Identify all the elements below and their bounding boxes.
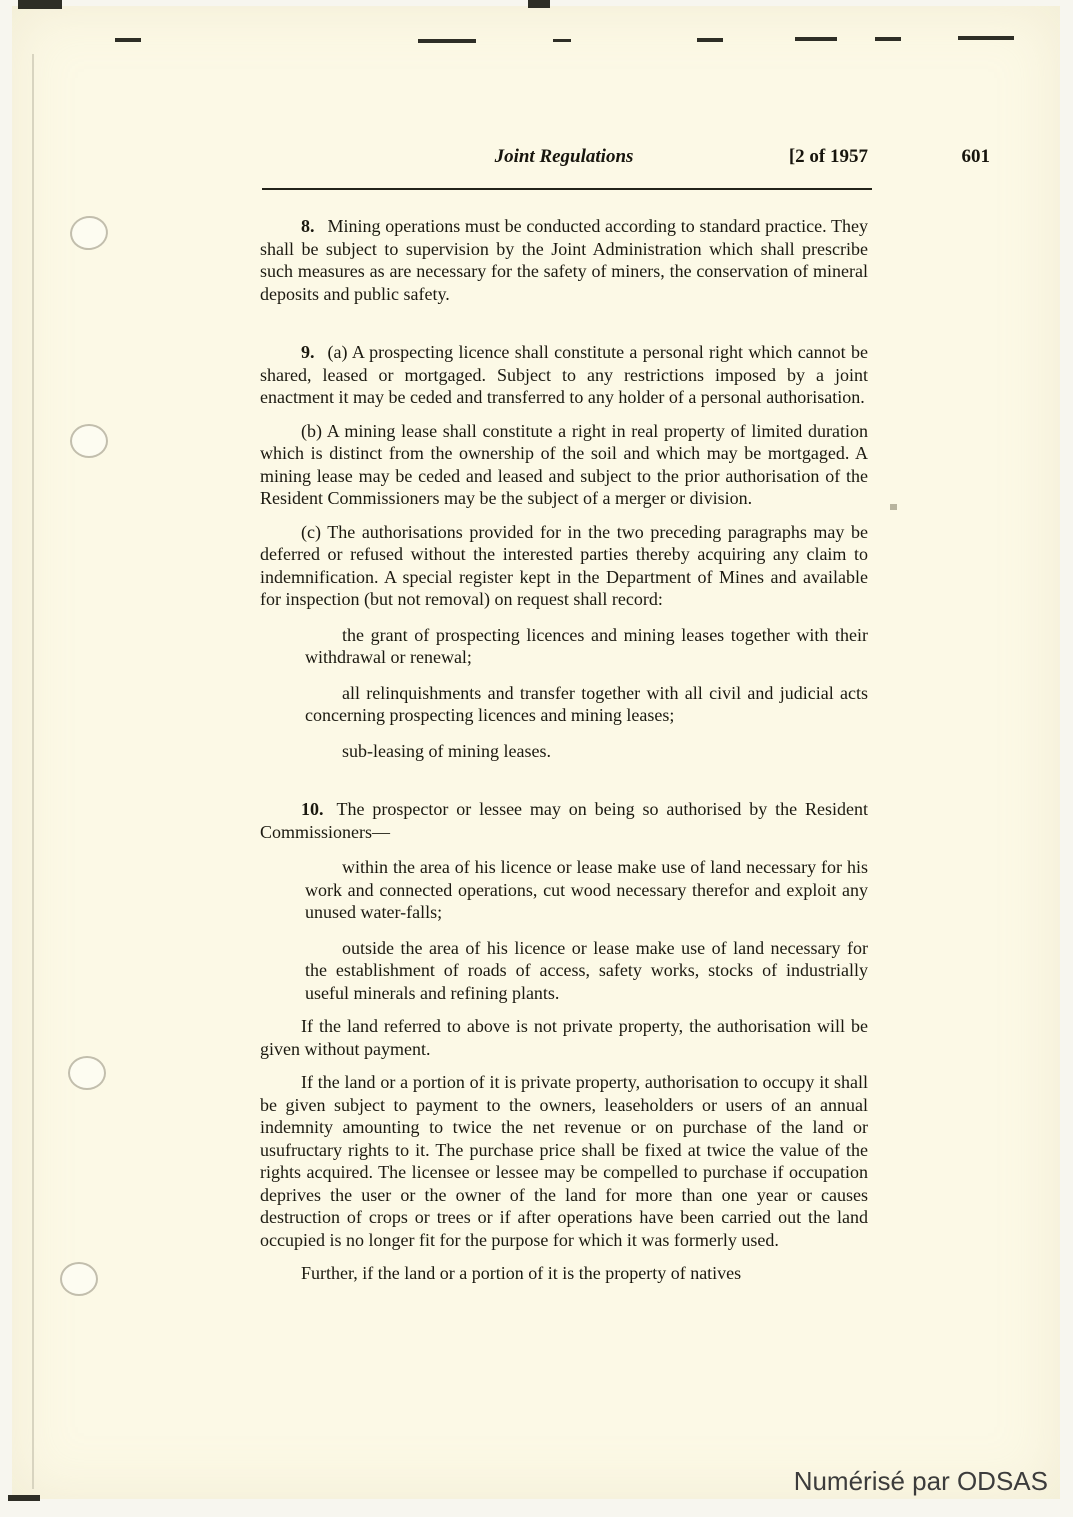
scan-artifact xyxy=(697,38,723,42)
sub-paragraph xyxy=(305,740,868,763)
paragraph-text: (a) A prospecting licence shall constitute a personal right which cannot be shared, leased or mortgaged. Subject to any restrictions imposed by a joint enactment it may be ceded and transferred to any holder of a personal authorisation. xyxy=(260,342,868,407)
scan-artifact xyxy=(890,504,897,510)
paragraph-text: outside the area of his licence or lease make use of land necessary for the establishment of roads of access, safety works, stocks of industrially useful minerals and refining plants. xyxy=(305,937,868,1003)
paragraph-text: (b) A mining lease shall constitute a right in real property of limited duration which is distinct from the ownership of the soil and which may be mortgaged. A mining lease may be ceded and leased and subject to the prior authorisation of the Resident Commissioners may be the subject of a merger or division. xyxy=(260,420,868,508)
scan-artifact xyxy=(528,0,550,8)
paragraph xyxy=(260,420,868,510)
paragraph-text: Mining operations must be conducted according to standard practice. They shall be subject to supervision by the Joint Administration which shall prescribe such measures as are necessary for the safety of miners, the conservation of mineral deposits and public safety. xyxy=(260,216,868,304)
paragraph xyxy=(260,215,868,305)
paragraph-text: within the area of his licence or lease make use of land necessary for his work and connected operations, cut wood necessary therefor and exploit any unused water-falls; xyxy=(305,857,868,922)
paragraph xyxy=(260,1015,868,1060)
paragraph-text: Further, if the land or a portion of it is the property of natives xyxy=(301,1263,742,1283)
paragraph-text: (c) The authorisations provided for in the two preceding paragraphs may be deferred or refused without the interested parties thereby acquiring any claim to indemnification. A special register kept in the Department of Mines and available for inspection (but not removal) on request shall record: xyxy=(260,521,868,609)
scanned-page xyxy=(12,6,1060,1499)
paragraph-text: If the land or a portion of it is private property, authorisation to occupy it shall be given subject to payment to the owners, leaseholders or users of an annual indemnity amounting to twice the net revenue or on purchase of the land or usufructary rights to it. The purchase price shall be fixed at twice the value of the rights acquired. The licensee or lessee may be compelled to purchase if occupation deprives the user or the owner of the land for more than one year or causes destruction of crops or trees or if after operations have been carried out the land occupied is no longer fit for the purpose for which it was formerly used. xyxy=(260,1072,868,1250)
document-title: Joint Regulations xyxy=(494,146,634,167)
citation: [2 of 1957 xyxy=(788,146,868,167)
scan-artifact xyxy=(418,39,476,43)
page-number: 601 xyxy=(961,146,990,167)
hole-punch xyxy=(60,1262,98,1296)
paragraph-text: If the land referred to above is not private property, the authorisation will be given without payment. xyxy=(260,1016,868,1059)
paragraph-text: the grant of prospecting licences and mining leases together with their withdrawal or renewal; xyxy=(305,624,868,667)
page-edge-shadow xyxy=(32,54,34,1489)
scan-artifact xyxy=(958,36,1014,40)
paragraph-number: 8. xyxy=(301,216,315,236)
scan-watermark: Numérisé par ODSAS xyxy=(793,1466,1048,1496)
page-header xyxy=(260,146,990,176)
paragraph-number: 9. xyxy=(301,342,315,362)
paragraph xyxy=(260,1071,868,1251)
paragraph-text: all relinquishments and transfer together with all civil and judicial acts concerning prospecting licences and mining leases; xyxy=(305,682,868,725)
hole-punch xyxy=(68,214,110,253)
paragraph xyxy=(260,521,868,611)
header-rule xyxy=(262,188,872,190)
hole-punch xyxy=(70,424,108,458)
sub-paragraph xyxy=(305,937,868,1005)
paragraph xyxy=(260,341,868,409)
scan-artifact xyxy=(115,38,141,42)
scan-artifact xyxy=(875,37,901,41)
paragraph-text: sub-leasing of mining leases. xyxy=(342,740,551,761)
document-body xyxy=(260,204,868,1285)
paragraph xyxy=(260,798,868,843)
paragraph xyxy=(260,1262,868,1285)
paragraph-text: The prospector or lessee may on being so authorised by the Resident Commissioners— xyxy=(260,799,868,842)
scan-artifact xyxy=(18,0,62,9)
scan-artifact xyxy=(795,37,837,41)
paragraph-number: 10. xyxy=(301,799,324,819)
sub-paragraph xyxy=(305,856,868,924)
sub-paragraph xyxy=(305,624,868,669)
hole-punch xyxy=(68,1056,106,1090)
scan-artifact xyxy=(553,39,571,42)
sub-paragraph xyxy=(305,682,868,727)
scan-artifact xyxy=(8,1495,40,1501)
